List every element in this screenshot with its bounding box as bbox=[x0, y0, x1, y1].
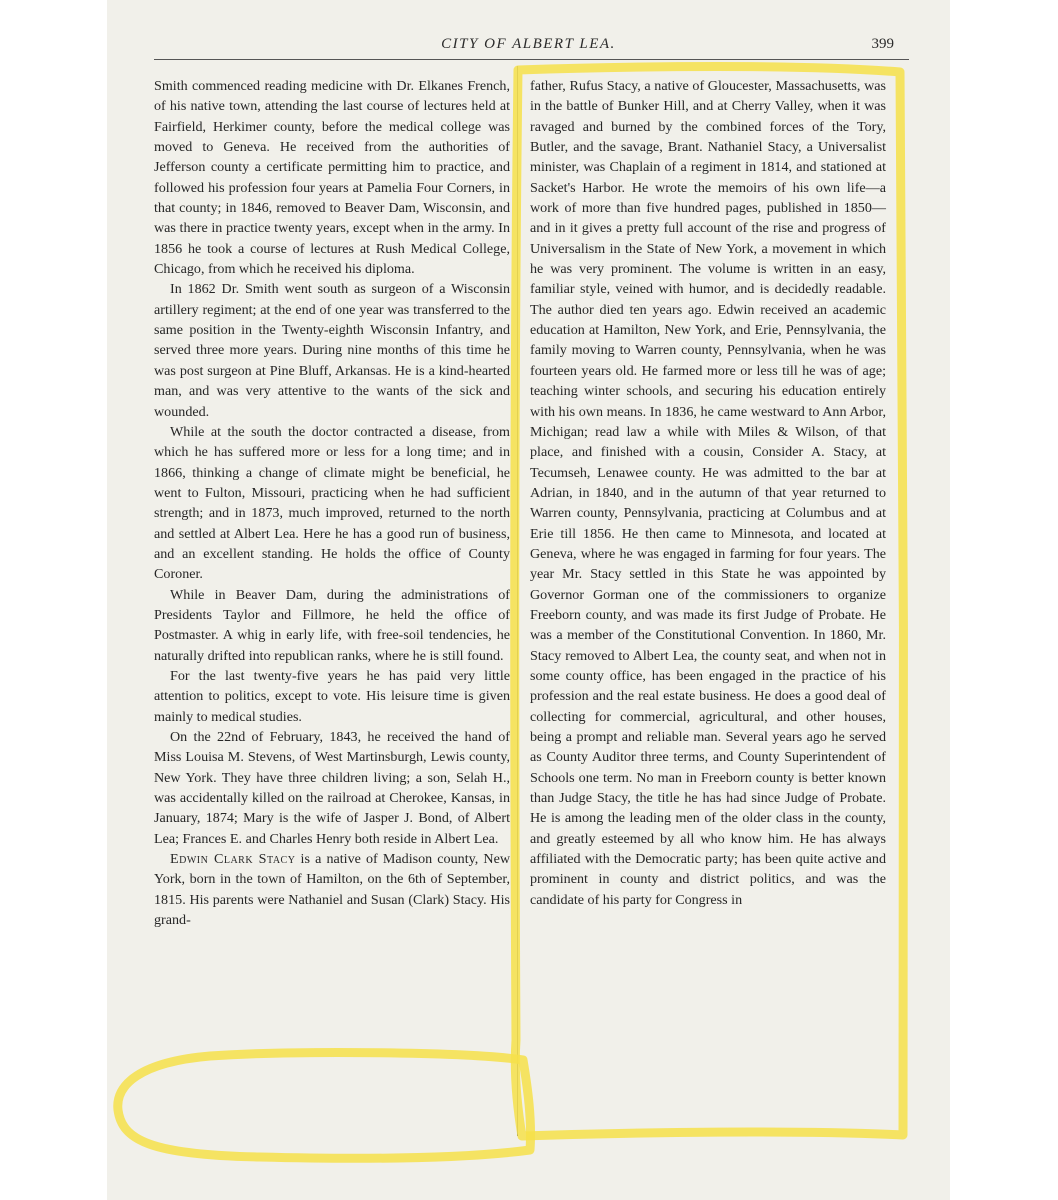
header-rule bbox=[154, 59, 909, 60]
running-head bbox=[107, 36, 950, 56]
running-title: CITY OF ALBERT LEA. bbox=[441, 36, 616, 52]
page-number: 399 bbox=[871, 36, 894, 52]
paragraph-smith-politics: For the last twenty-five years he has paid very little attention to politics, except to vote. His leisure time is given mainly to medical studies. bbox=[154, 667, 510, 725]
paragraph-stacy-biography: father, Rufus Stacy, a native of Gloucester, Massachusetts, was in the battle of Bunker Hill, and at Cherry Valley, when it was ravaged and burned by the combined forces of the Tory, Butler, and the savage, Brant. Nathaniel Stacy, a Universalist minister, was Chaplain of a regiment in 1814, and stationed at Sacket's Harbor. He wrote the memoirs of his own life—a work of more than five hundred pages, published in 1850—and in it gives a pretty full account of the rise and progress of Universalism in the State of New York, a movement in which he was very prominent. The volume is written in an easy, familiar style, veined with humor, and is decidedly readable. The author died ten years ago. Edwin received an academic education at Hamilton, New York, and Erie, Pennsylvania, the family moving to Warren county, Pennsylvania, when he was fourteen years old. He farmed more or less till he was of age; teaching winter schools, and securing his education entirely with his own means. In 1836, he came westward to Ann Arbor, Michigan; read law a while with Miles & Wilson, of that place, and finished with a cousin, Consider A. Stacy, at Tecumseh, Lenawee county. He was admitted to the bar at Adrian, in 1840, and in the autumn of that year returned to Warren county, Pennsylvania, practicing at Columbus and at Erie till 1856. He then came to Minnesota, and located at Geneva, where he was engaged in farming for four years. The year Mr. Stacy settled in this State he was appointed by Governor Gorman one of the commissioners to organize Freeborn county, and was made its first Judge of Probate. He was a member of the Constitutional Convention. In 1860, Mr. Stacy removed to Albert Lea, the county seat, and when not in some county office, has been engaged in the practice of his profession and the real estate business. He does a good deal of collecting for commercial, agricultural, and other houses, being a prompt and reliable man. Several years ago he served as County Auditor three terms, and County Superintendent of Schools one term. No man in Freeborn county is better known than Judge Stacy, the title he has had since Judge of Probate. He is among the leading men of the older class in the county, and greatly esteemed by all who know him. He has always affiliated with the Democratic party; has been quite active and prominent in county and district politics, and was the candidate of his party for Congress in bbox=[530, 78, 886, 908]
left-column bbox=[154, 76, 510, 930]
column-divider bbox=[517, 66, 518, 1136]
stacy-intro-text: is a native of Madison county, New York, born in the town of Hamilton, on the 6th of September, 1815. His parents were Nathaniel and Susan (Clark) Stacy. His grand- bbox=[154, 851, 510, 929]
paragraph-smith-postmaster: While in Beaver Dam, during the administrations of Presidents Taylor and Fillmore, he held the office of Postmaster. A whig in early life, with free-soil tendencies, he naturally drifted into republican ranks, where he is still found. bbox=[154, 586, 510, 664]
stacy-name: Edwin Clark Stacy bbox=[170, 851, 296, 868]
paragraph-smith-illness: While at the south the doctor contracted a disease, from which he has suffered more or less for a long time; and in 1866, thinking a change of climate might be beneficial, he went to Fulton, Missouri, practicing when he had sufficient strength; and in 1873, much improved, returned to the north and settled at Albert Lea. Here he has a good run of business, and an excellent standing. He holds the office of County Coroner. bbox=[154, 423, 510, 583]
book-page bbox=[107, 0, 950, 1200]
paragraph-smith-family: On the 22nd of February, 1843, he received the hand of Miss Louisa M. Stevens, of West Martinsburgh, Lewis county, New York. They have three children living; a son, Selah H., was accidentally killed on the railroad at Cherokee, Kansas, in January, 1874; Mary is the wife of Jasper J. Bond, of Albert Lea; Frances E. and Charles Henry both reside in Albert Lea. bbox=[154, 729, 510, 847]
paragraph-smith-education: Smith commenced reading medicine with Dr. Elkanes French, of his native town, attending the last course of lectures held at Fairfield, Herkimer county, before the medical college was moved to Geneva. He received from the authorities of Jefferson county a certificate permitting him to practice, and followed his profession four years at Pamelia Four Corners, in that county; in 1846, removed to Beaver Dam, Wisconsin, and was there in practice twenty years, except when in the army. In 1856 he took a course of lectures at Rush Medical College, Chicago, from which he received his diploma. bbox=[154, 78, 510, 278]
paragraph-smith-army: In 1862 Dr. Smith went south as surgeon of a Wisconsin artillery regiment; at the end of one year was transferred to the same position in the Twenty-eighth Wisconsin Infantry, and served three more years. During nine months of this time he was post surgeon at Pine Bluff, Arkansas. He is a kind-hearted man, and was very attentive to the wants of the sick and wounded. bbox=[154, 281, 510, 420]
right-column bbox=[530, 76, 886, 910]
paragraph-stacy-intro bbox=[154, 849, 510, 930]
